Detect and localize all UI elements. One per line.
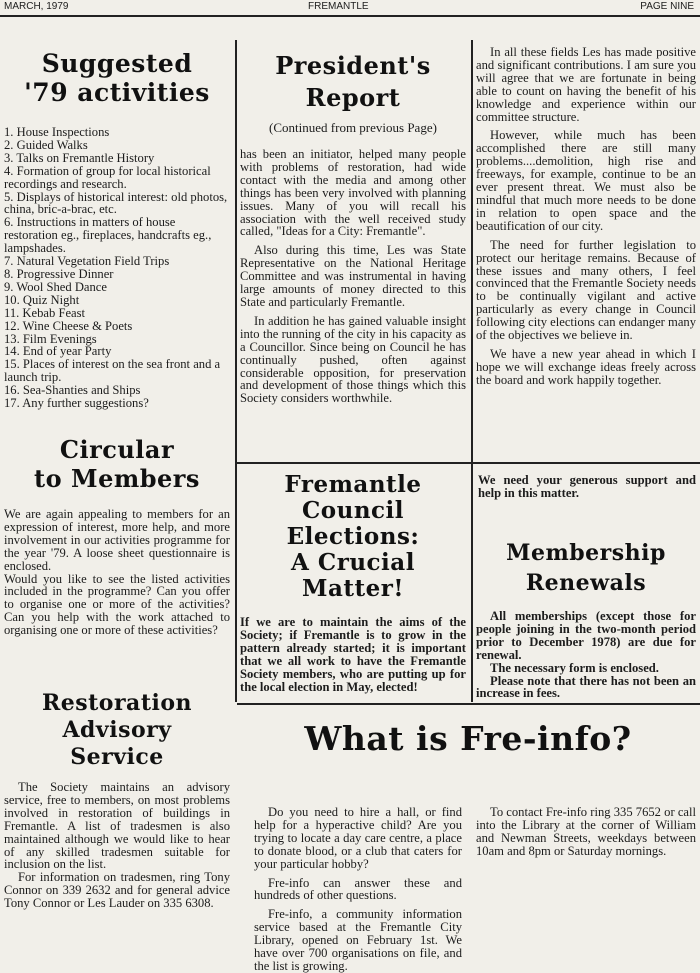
circular-section (4, 436, 230, 643)
restoration-title-line1: Restoration (41, 690, 193, 716)
freinfo-top-rule (237, 703, 700, 705)
president-section (240, 50, 466, 411)
president-title-line1: President's (275, 51, 431, 80)
column-divider-right-upper (471, 40, 473, 470)
freinfo-paragraph: To contact Fre-info ring 335 7652 or call into the Library at the corner of William and Newman Streets, weekdays between 10am and 8pm or Saturday mornings. (476, 805, 696, 858)
circular-body (4, 508, 230, 637)
page-header (0, 0, 700, 14)
freinfo-paragraph: Fre-info, a community information service based at the Fremantle City Library, opened on February 1st. We have over 700 organisations on file, and the list is growing. (254, 907, 462, 973)
restoration-title-line3: Service (70, 744, 164, 770)
restoration-body (4, 781, 230, 910)
header-page-number: PAGE NINE (640, 1, 694, 12)
president-paragraph: In addition he has gained valuable insight into the running of the city in his capacity as a Councillor. Since being on Council he has continually pushed, often against considerable opposition, for preservation and development of those things which this Society considers worthwhile. (240, 313, 466, 406)
membership-paragraph: Please note that there has not been an increase in fees. (476, 673, 696, 701)
president-paragraph: In all these fields Les has made positive and significant contributions. I am sure you will agree that we are fortunate in being able to count on having the benefit of his knowledge and experience within our committee structure. (476, 45, 696, 124)
restoration-paragraph: For information on tradesmen, ring Tony Connor on 339 2632 and for general advice Tony Connor or Les Lauder on 335 6308. (4, 870, 230, 911)
elections-title-line5: Matter! (302, 575, 404, 602)
list-item: 7. Natural Vegetation Field Trips (4, 254, 170, 269)
restoration-paragraph: The Society maintains an advisory service, free to members, on most problems involved in restoration of buildings in Fremantle. A list of tradesmen is also maintained although we would like to hear of any skilled tradesmen suitable for inclusion on the list. (4, 780, 230, 872)
list-item: 3. Talks on Fremantle History (4, 150, 155, 165)
elections-title-line1: Fremantle (284, 471, 422, 498)
list-item: 4. Formation of group for local historical recordings and research. (4, 163, 211, 191)
elections-body: If we are to maintain the aims of the Society; if Fremantle is to grow in the pattern already started; it is important that we all work to have the Fremantle Society members, who are putting up for the local election in May, elected! (240, 615, 466, 694)
freinfo-paragraph: Fre-info can answer these and hundreds of other questions. (254, 875, 462, 903)
elections-title-line4: A Crucial (291, 549, 415, 576)
membership-paragraph: The necessary form is enclosed. (490, 660, 659, 675)
list-item: 17. Any further suggestions? (4, 396, 149, 411)
president-paragraph: Also during this time, Les was State Representative on the National Heritage Committee and was instrumental in having large amounts of money directed to this State and particularly Fremantle. (240, 243, 466, 309)
list-item: 5. Displays of historical interest: old photos, china, bric-a-brac, etc. (4, 189, 228, 217)
list-item: 2. Guided Walks (4, 137, 88, 152)
activities-title-line2: '79 activities (24, 78, 210, 107)
activities-list (4, 126, 230, 410)
president-paragraph: However, while much has been accomplished there are still many problems....demolition, high rise and freeways, for example, continue to be an ever present threat. We must also be mindful that much more needs to be done in relation to open space and the beautification of our city. (476, 128, 696, 233)
list-item: 16. Sea-Shanties and Ships (4, 383, 141, 398)
list-item: 15. Places of interest on the sea front and a launch trip. (4, 357, 221, 385)
activities-section (4, 50, 230, 410)
list-item: 14. End of year Party (4, 344, 112, 359)
circular-paragraph: We are again appealing to members for an expression of interest, more help, and more involvement in our activities programme for the year '79. A loose sheet questionnaire is enclosed. (4, 507, 230, 573)
president-bottom-rule (237, 462, 700, 464)
list-item: 12. Wine Cheese & Poets (4, 318, 133, 333)
freinfo-body-col2 (476, 806, 696, 864)
circular-paragraph: Would you like to see the listed activities included in the programme? Can you offer to organise one or more of the activities? Can you help with the work attached to organising one or more of these activities? (4, 571, 230, 638)
list-item: 10. Quiz Night (4, 292, 80, 307)
elections-title-line3: Elections: (286, 523, 420, 550)
column-divider-right-lower (471, 470, 473, 702)
header-publication: FREMANTLE (308, 1, 369, 12)
elections-title-line2: Council (301, 497, 405, 524)
president-title-line2: Report (305, 83, 401, 112)
restoration-title-line2: Advisory (62, 717, 172, 743)
president-body-col1 (240, 148, 466, 405)
column-divider-left (235, 40, 237, 702)
president-paragraph: We have a new year ahead in which I hope we will exchange ideas freely across the board and work happily together. (476, 346, 696, 387)
president-paragraph: has been an initiator, helped many people with problems of restoration, had wide contact with the media and among other things has been very involved with planning issues. Many of you will recall his association with the well received study called, "Ideas for a City: Fremantle". (240, 147, 466, 239)
freinfo-title: What is Fre-info? (304, 719, 632, 758)
membership-paragraph: All memberships (except those for people joining in the two-month period prior to December 1978) are due for renewal. (476, 609, 696, 662)
circular-title-line2: to Members (34, 464, 200, 493)
freinfo-paragraph: Do you need to hire a hall, or find help for a hyperactive child? Are you trying to locate a day care centre, a place to donate blood, or a club that caters for your particular hobby? (254, 805, 462, 871)
membership-section (476, 538, 696, 700)
freinfo-body-col1 (254, 806, 462, 973)
elections-section (240, 472, 466, 693)
restoration-section (4, 690, 230, 916)
president-paragraph: The need for further legislation to protect our heritage remains. Because of these issues and many others, I feel convinced that the Fremantle Society needs to be continually vigilant and active particularly as every change in Council following city elections can endanger many of the objectives we believe in. (476, 237, 696, 343)
list-item: 1. House Inspections (4, 125, 110, 139)
activities-title-line1: Suggested (41, 49, 193, 78)
president-body-col2 (476, 46, 696, 393)
header-rule (0, 15, 700, 17)
list-item: 11. Kebab Feast (4, 305, 86, 320)
membership-title-line2: Renewals (525, 570, 647, 596)
header-date: MARCH, 1979 (4, 1, 69, 12)
circular-title-line1: Circular (59, 435, 175, 464)
elections-support-note: We need your generous support and help in this matter. (478, 473, 696, 500)
president-continued-note: (Continued from previous Page) (269, 120, 437, 135)
list-item: 6. Instructions in matters of house restoration eg., fireplaces, handcrafts eg., lampshades. (4, 215, 212, 256)
membership-body (476, 610, 696, 700)
membership-title-line1: Membership (506, 540, 666, 566)
list-item: 8. Progressive Dinner (4, 266, 114, 281)
list-item: 9. Wool Shed Dance (4, 279, 107, 294)
list-item: 13. Film Evenings (4, 331, 97, 346)
